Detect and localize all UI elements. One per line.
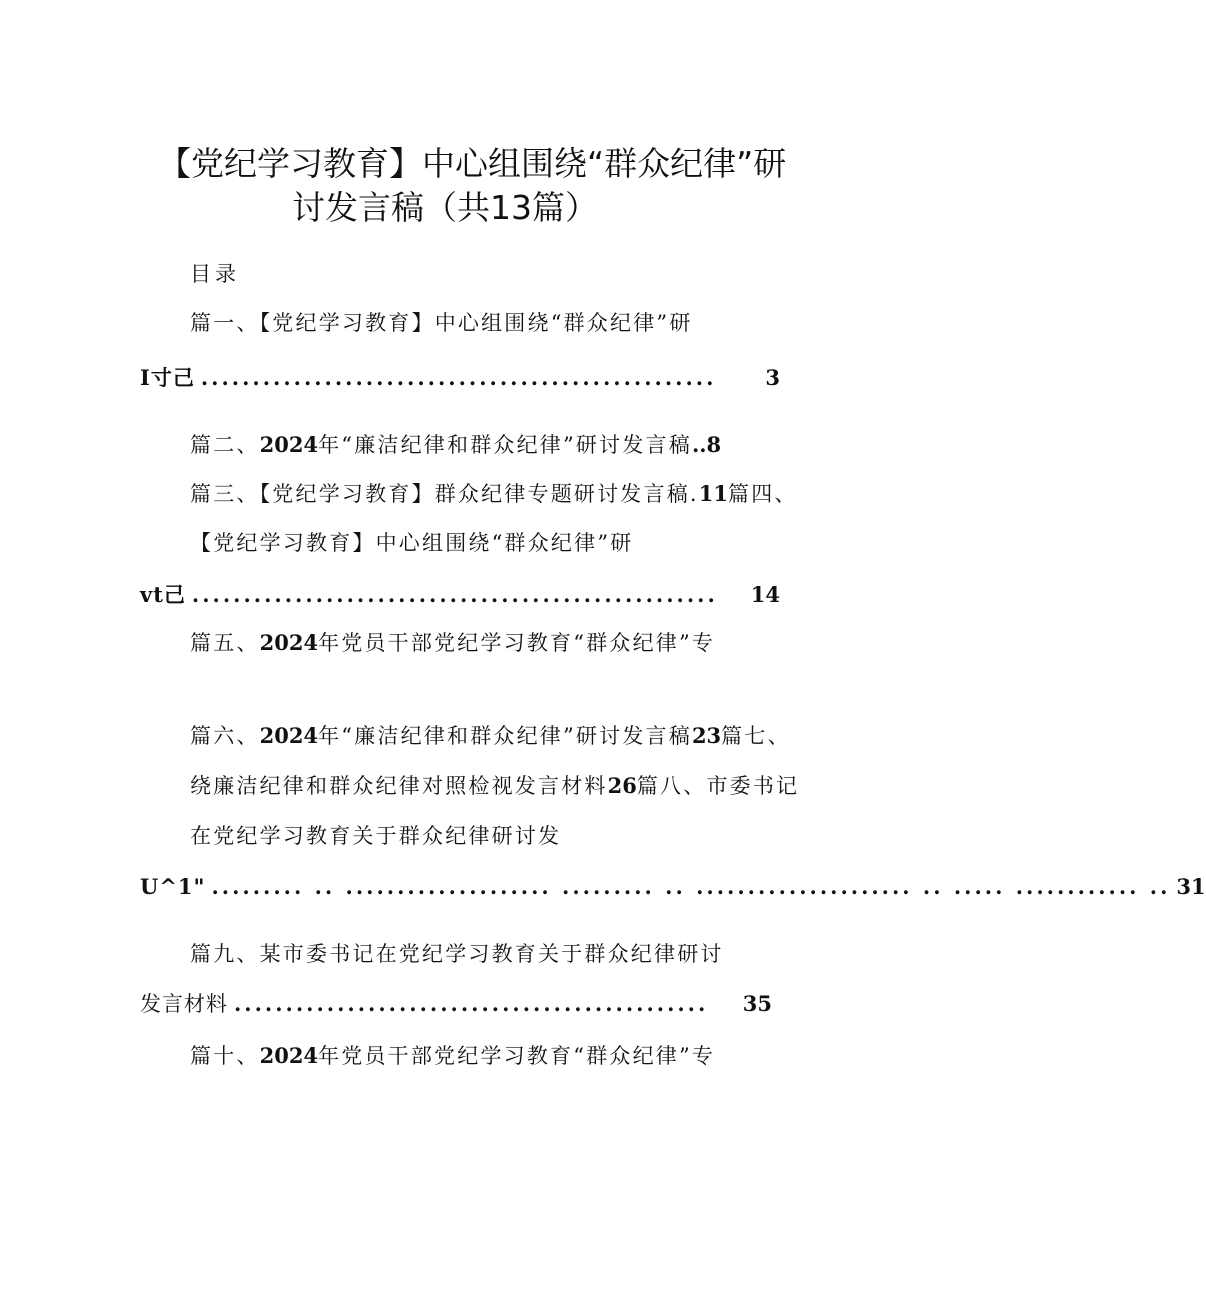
dot-leader: ..............................................	[234, 991, 709, 1016]
toc-entry-10[interactable]	[190, 1040, 715, 1070]
toc-entry-2[interactable]	[190, 429, 721, 459]
toc-entry-2-year: 2024	[259, 432, 319, 457]
toc-entry-1-tail: I寸己	[140, 365, 195, 390]
toc-entry-9-tail: 发言材料	[140, 992, 228, 1016]
toc-entry-6-text: 年“廉洁纪律和群众纪律”研讨发言稿	[318, 724, 692, 748]
toc-entry-7-text: 绕廉洁纪律和群众纪律对照检视发言材料	[190, 774, 608, 798]
dot-leader: ...................................................	[191, 582, 718, 607]
toc-entry-6-year: 2024	[259, 723, 319, 748]
toc-page-number: 14	[750, 582, 780, 607]
toc-entry-10-year: 2024	[259, 1043, 319, 1068]
toc-entry-6-prefix: 篇六、	[190, 724, 260, 748]
toc-page-number: 31	[1176, 874, 1206, 899]
toc-entry-5-text: 年党员干部党纪学习教育“群众纪律”专	[318, 631, 716, 655]
toc-entry-8-tail: U^1"	[140, 874, 206, 899]
toc-entry-3-text: 篇三、【党纪学习教育】群众纪律专题研讨发言稿.	[190, 482, 699, 506]
toc-entry-5[interactable]	[190, 627, 715, 657]
toc-page-number: 26	[607, 773, 637, 798]
toc-heading: 目录	[190, 262, 240, 286]
toc-entry-2-prefix: 篇二、	[190, 433, 260, 457]
toc-page-number: 11	[698, 481, 729, 506]
toc-entry-4-line: 【党纪学习教育】中心组围绕“群众纪律”研	[190, 531, 634, 555]
toc-entry-10-prefix: 篇十、	[190, 1044, 260, 1068]
toc-entry-1-line: 篇一、【党纪学习教育】中心组围绕“群众纪律”研	[190, 311, 693, 335]
toc-entry-4-leader-row[interactable]	[140, 579, 780, 609]
toc-entry-4-prefix: 篇四、	[728, 482, 798, 506]
toc-page-number: 3	[765, 365, 780, 390]
toc-entry-5-prefix: 篇五、	[190, 631, 260, 655]
toc-entry-2-text: 年“廉洁纪律和群众纪律”研讨发言稿	[318, 433, 692, 457]
toc-page-number: 23	[691, 723, 722, 748]
toc-entry-9-line: 篇九、某市委书记在党纪学习教育关于群众纪律研讨	[190, 942, 724, 966]
toc-entry-10-text: 年党员干部党纪学习教育“群众纪律”专	[318, 1044, 716, 1068]
toc-entry-8-line: 在党纪学习教育关于群众纪律研讨发	[190, 824, 562, 848]
dot-leader: ......... .. .................... ......... .. ..................... .. ..... ............ ..	[211, 874, 1171, 899]
toc-page-number: ..8	[691, 432, 722, 457]
toc-entry-8-prefix: 篇八、市委书记	[636, 774, 800, 798]
toc-entry-7-prefix: 篇七、	[721, 724, 791, 748]
toc-entry-1-leader-row[interactable]	[140, 362, 780, 392]
toc-entry-3[interactable]	[190, 478, 798, 508]
toc-entry-9-leader-row[interactable]	[140, 988, 772, 1018]
toc-page-number: 35	[742, 991, 772, 1016]
document-title-line-2: 讨发言稿（共13篇）	[292, 188, 598, 227]
toc-entry-8-leader-row[interactable]	[140, 874, 1206, 899]
document-title-line-1: 【党纪学习教育】中心组围绕“群众纪律”研	[158, 144, 787, 183]
toc-entry-6[interactable]	[190, 720, 791, 750]
toc-entry-5-year: 2024	[259, 630, 319, 655]
toc-entry-4-tail: vt己	[140, 582, 186, 607]
dot-leader: ..................................................	[200, 365, 717, 390]
toc-entry-7[interactable]	[190, 770, 799, 800]
